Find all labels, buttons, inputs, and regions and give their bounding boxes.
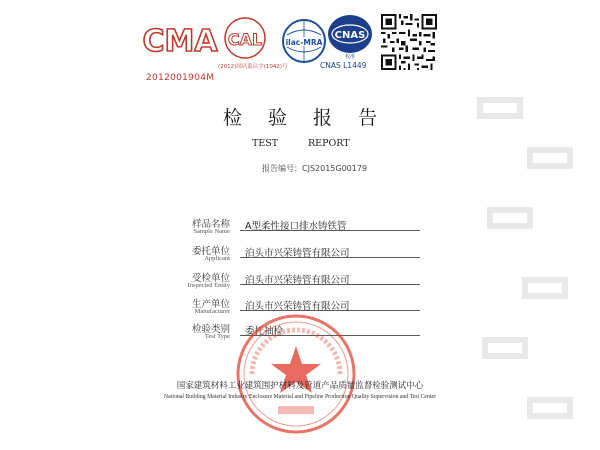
field-underline <box>240 230 420 231</box>
field-label-en: Test Type <box>204 333 230 340</box>
report-title: 检验报告 <box>222 107 403 129</box>
field-label: 检验类别 <box>191 324 230 335</box>
field-label-en: Sample Name <box>193 228 230 235</box>
field-label: 生产单位 <box>191 299 230 310</box>
report-title-en-test: TEST <box>252 138 279 149</box>
field-label-en: Applicant <box>204 255 230 262</box>
report-number: 报告编号：CJS2015G00179 <box>262 164 368 173</box>
cnas-small-text: 校准 <box>344 54 356 60</box>
qr-code-icon <box>381 14 437 70</box>
field-value: A型柔性接口排水铸铁管 <box>245 221 347 232</box>
organization-name: 国家建筑材料工业建筑围护材料及管道产品质量监督检验测试中心 <box>176 381 424 391</box>
cal-subtext: (2012)国认监认字(1042)号 <box>218 64 288 70</box>
official-seal-icon <box>232 310 360 438</box>
field-label: 受检单位 <box>191 273 230 284</box>
field-label: 委托单位 <box>191 246 230 257</box>
field-label-en: Manufacturer <box>194 308 230 315</box>
field-underline <box>240 257 420 258</box>
ilac-text: ilac-MRA <box>285 38 323 47</box>
svg-text:CMA: CMA <box>142 24 218 59</box>
svg-text:CAL: CAL <box>227 30 263 49</box>
field-value: 泊头市兴荣铸管有限公司 <box>245 248 350 259</box>
field-underline <box>240 284 420 285</box>
report-title-en-report: REPORT <box>308 138 350 149</box>
qr-code <box>381 14 437 70</box>
cnas-logo <box>320 12 374 72</box>
cal-mark-icon <box>222 16 268 62</box>
cal-logo <box>218 16 288 70</box>
cnas-number: CNAS L1449 <box>320 61 367 70</box>
field-label: 样品名称 <box>191 219 230 230</box>
cma-logo <box>142 18 218 83</box>
field-value: 委托抽检 <box>245 326 284 337</box>
cma-code: 2012001904M <box>146 73 215 83</box>
cnas-text: CNAS <box>334 30 366 41</box>
field-value: 泊头市兴荣铸管有限公司 <box>245 275 350 286</box>
security-watermark-icon <box>470 90 580 450</box>
cma-mark-icon <box>142 18 218 59</box>
field-value: 泊头市兴荣铸管有限公司 <box>245 301 350 312</box>
cnas-mark-icon <box>326 12 374 60</box>
organization-name-en: National Building Material Industry Enclosure Material and Pipeline Production Quality Supervision and Test Center <box>163 394 437 400</box>
field-label-en: Inspected Entity <box>187 282 230 289</box>
